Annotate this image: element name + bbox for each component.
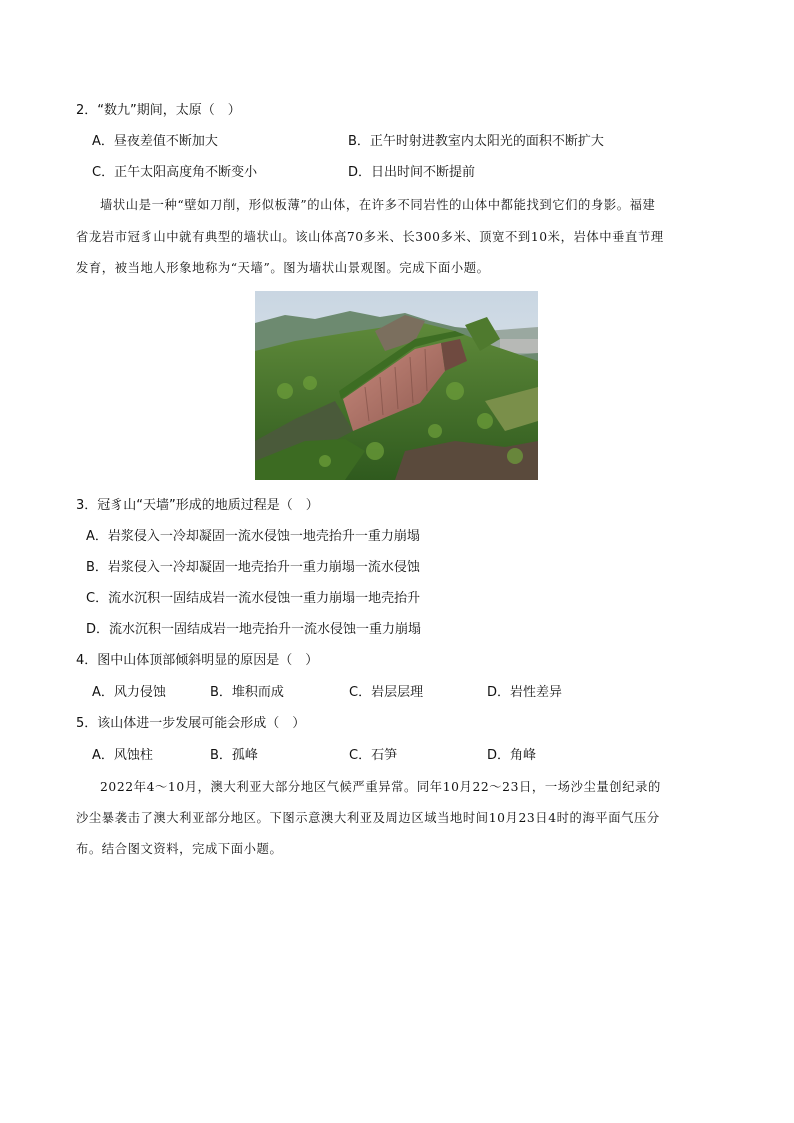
q4-option-d: D．岩性差异 [487, 685, 563, 700]
q5-option-a: A．风蚀柱 [92, 748, 153, 763]
question-5-stem: 5．该山体进一步发展可能会形成（ ） [76, 716, 306, 731]
q2-option-d: D．日出时间不断提前 [348, 165, 476, 180]
q3-option-c: C．流水沉积一固结成岩一流水侵蚀一重力崩塌一地壳抬升 [86, 591, 421, 606]
q2-option-c: C．正午太阳高度角不断变小 [92, 165, 258, 180]
passage-2-line-3: 布。结合图文资料，完成下面小题。 [76, 842, 283, 856]
wall-mountain-photo [255, 291, 538, 480]
q4-option-a: A．风力侵蚀 [92, 685, 166, 700]
passage-1-line-1: 墙状山是一种“壁如刀削，形似板薄”的山体，在许多不同岩性的山体中都能找到它们的身影。福建 [100, 198, 656, 212]
question-2-stem: 2．“数九”期间，太原（ ） [76, 103, 241, 118]
q4-option-c: C．岩层层理 [349, 685, 424, 700]
q3-option-b: B．岩浆侵入一冷却凝固一地壳抬升一重力崩塌一流水侵蚀 [86, 560, 420, 575]
q5-option-d: D．角峰 [487, 748, 537, 763]
passage-1-line-2: 省龙岩市冠豸山中就有典型的墙状山。该山体高70多米、长300多米、顶宽不到10米，岩体中垂直节理 [76, 230, 664, 244]
question-4-stem: 4．图中山体顶部倾斜明显的原因是（ ） [76, 653, 319, 668]
q3-option-d: D．流水沉积一固结成岩一地壳抬升一流水侵蚀一重力崩塌 [86, 622, 422, 637]
passage-1-line-3: 发育，被当地人形象地称为“天墙”。图为墙状山景观图。完成下面小题。 [76, 261, 490, 275]
question-3-stem: 3．冠豸山“天墙”形成的地质过程是（ ） [76, 498, 319, 513]
q5-option-c: C．石笋 [349, 748, 398, 763]
q4-option-b: B．堆积而成 [210, 685, 284, 700]
q2-option-a: A．昼夜差值不断加大 [92, 134, 218, 149]
q3-option-a: A．岩浆侵入一冷却凝固一流水侵蚀一地壳抬升一重力崩塌 [86, 529, 420, 544]
q2-option-b: B．正午时射进教室内太阳光的面积不断扩大 [348, 134, 604, 149]
passage-2-line-2: 沙尘暴袭击了澳大利亚部分地区。下图示意澳大利亚及周边区域当地时间10月23日4时的海平面气压分 [76, 811, 660, 825]
passage-2-line-1: 2022年4～10月，澳大利亚大部分地区气候严重异常。同年10月22～23日，一场沙尘量创纪录的 [100, 780, 661, 794]
q5-option-b: B．孤峰 [210, 748, 258, 763]
